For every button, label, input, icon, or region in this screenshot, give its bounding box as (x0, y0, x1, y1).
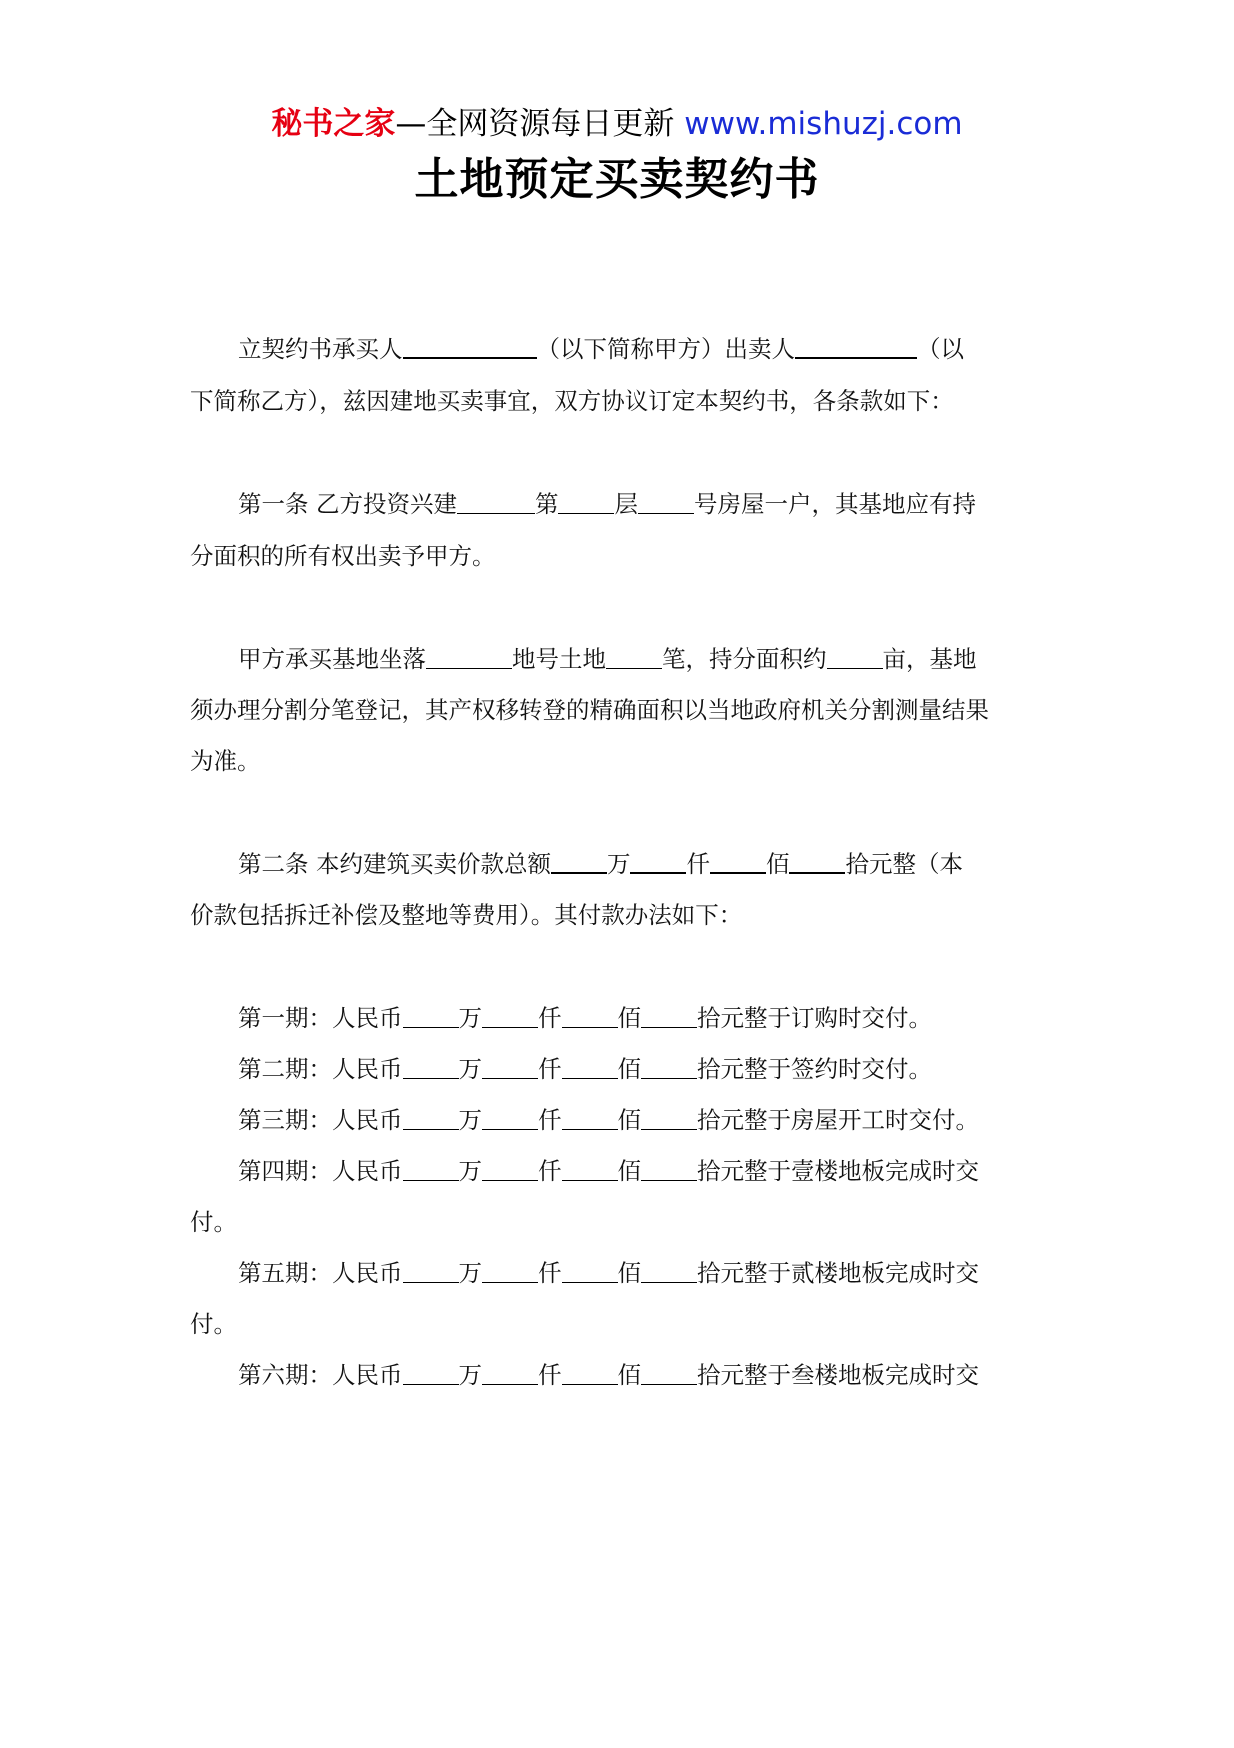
payment-bai-blank[interactable] (562, 1107, 618, 1130)
article1-text-d: 号房屋一户，其基地应有持 (693, 490, 976, 518)
price-qian-blank[interactable] (630, 850, 686, 874)
payment-label: 第一期：人民币 (238, 1004, 403, 1032)
intro-text-b: （以下简称甲方）出卖人 (536, 335, 795, 363)
payment-label: 第三期：人民币 (238, 1106, 403, 1134)
article1-text-a: 第一条 乙方投资兴建 (238, 490, 457, 518)
payment-bai-blank[interactable] (562, 1056, 618, 1079)
buyer-name-blank[interactable] (403, 335, 537, 359)
unit-qian: 仟 (538, 1106, 562, 1134)
unit-qian: 仟 (538, 1361, 562, 1389)
land-line-3: 为准。 (190, 747, 261, 775)
payment-qian-blank[interactable] (482, 1005, 538, 1028)
payment-5 (238, 1254, 979, 1288)
unit-bai: 佰 (617, 1004, 641, 1032)
article2-text-e: 拾元整（本 (845, 850, 963, 878)
payment-bai-blank[interactable] (562, 1005, 618, 1028)
payment-shi-blank[interactable] (641, 1005, 697, 1028)
unit-bai: 佰 (617, 1361, 641, 1389)
payment-tail: 拾元整于房屋开工时交付。 (697, 1106, 979, 1134)
payment-tail: 拾元整于壹楼地板完成时交 (697, 1157, 979, 1185)
payment-3 (238, 1101, 979, 1135)
payment-5-continued: 付。 (190, 1310, 237, 1338)
building-blank[interactable] (457, 491, 535, 514)
price-bai-blank[interactable] (710, 850, 766, 874)
payment-2 (238, 1050, 932, 1084)
article2-line-2: 价款包括拆迁补偿及整地等费用）。其付款办法如下： (190, 901, 743, 929)
site-url-link[interactable]: www.mishuzj.com (684, 106, 963, 142)
unit-bai: 佰 (617, 1106, 641, 1134)
price-wan-blank[interactable] (551, 850, 607, 874)
unit-wan: 万 (458, 1157, 482, 1185)
payment-label: 第五期：人民币 (238, 1259, 403, 1287)
unit-wan: 万 (458, 1259, 482, 1287)
payment-qian-blank[interactable] (482, 1107, 538, 1130)
payment-qian-blank[interactable] (482, 1260, 538, 1283)
land-text-a: 甲方承买基地坐落 (238, 645, 426, 673)
payment-label: 第六期：人民币 (238, 1361, 403, 1389)
document-title: 土地预定买卖契约书 (414, 154, 820, 205)
payment-tail: 拾元整于贰楼地板完成时交 (697, 1259, 979, 1287)
land-text-b: 地号土地 (512, 645, 606, 673)
intro-text-a: 立契约书承买人 (238, 335, 403, 363)
unit-qian: 仟 (538, 1157, 562, 1185)
area-blank[interactable] (827, 646, 883, 669)
payment-tail: 拾元整于签约时交付。 (697, 1055, 932, 1083)
article2-line-1 (238, 845, 963, 879)
unit-wan: 万 (458, 1055, 482, 1083)
land-line-1 (238, 640, 977, 674)
unit-qian: 仟 (538, 1055, 562, 1083)
payment-4 (238, 1152, 979, 1186)
header-tagline: —全网资源每日更新 (395, 106, 675, 142)
location-blank[interactable] (426, 646, 512, 669)
payment-tail: 拾元整于订购时交付。 (697, 1004, 932, 1032)
payment-wan-blank[interactable] (403, 1056, 459, 1079)
unit-bai: 佰 (617, 1259, 641, 1287)
payment-shi-blank[interactable] (641, 1107, 697, 1130)
site-header (0, 104, 1234, 144)
article1-line-2: 分面积的所有权出卖予甲方。 (190, 542, 496, 570)
seller-name-blank[interactable] (795, 335, 917, 359)
article1-line-1 (238, 485, 976, 519)
payment-wan-blank[interactable] (403, 1005, 459, 1028)
floor-blank[interactable] (558, 491, 614, 514)
article2-text-c: 仟 (686, 850, 710, 878)
price-shi-blank[interactable] (789, 850, 845, 874)
unit-qian: 仟 (538, 1259, 562, 1287)
payment-4-continued: 付。 (190, 1208, 237, 1236)
unit-qian: 仟 (538, 1004, 562, 1032)
payment-6 (238, 1356, 979, 1390)
brand-name: 秘书之家 (271, 106, 396, 142)
land-text-d: 亩，基地 (882, 645, 977, 673)
payment-shi-blank[interactable] (641, 1056, 697, 1079)
payment-bai-blank[interactable] (562, 1158, 618, 1181)
payment-bai-blank[interactable] (562, 1260, 618, 1283)
land-text-c: 笔，持分面积约 (662, 645, 827, 673)
payment-label: 第四期：人民币 (238, 1157, 403, 1185)
unit-bai: 佰 (617, 1157, 641, 1185)
payment-shi-blank[interactable] (641, 1362, 697, 1385)
payment-wan-blank[interactable] (403, 1260, 459, 1283)
article2-text-b: 万 (606, 850, 631, 878)
article2-text-a: 第二条 本约建筑买卖价款总额 (238, 850, 551, 878)
unit-wan: 万 (458, 1361, 482, 1389)
unit-bai: 佰 (617, 1055, 641, 1083)
payment-wan-blank[interactable] (403, 1107, 459, 1130)
payment-bai-blank[interactable] (562, 1362, 618, 1385)
article2-text-d: 佰 (765, 850, 790, 878)
payment-qian-blank[interactable] (482, 1056, 538, 1079)
article1-text-c: 层 (614, 490, 638, 518)
payment-1 (238, 999, 932, 1033)
parcel-count-blank[interactable] (606, 646, 662, 669)
payment-wan-blank[interactable] (403, 1158, 459, 1181)
payment-shi-blank[interactable] (641, 1260, 697, 1283)
payment-qian-blank[interactable] (482, 1362, 538, 1385)
intro-text-c: （以 (917, 335, 964, 363)
payment-wan-blank[interactable] (403, 1362, 459, 1385)
intro-line-1 (238, 330, 964, 364)
unit-wan: 万 (458, 1004, 482, 1032)
payment-tail: 拾元整于叁楼地板完成时交 (697, 1361, 979, 1389)
article1-text-b: 第 (534, 490, 559, 518)
intro-line-2: 下简称乙方），兹因建地买卖事宜，双方协议订定本契约书，各条款如下： (190, 387, 954, 415)
unit-wan: 万 (458, 1106, 482, 1134)
unit-number-blank[interactable] (638, 491, 694, 514)
payment-label: 第二期：人民币 (238, 1055, 403, 1083)
payment-qian-blank[interactable] (482, 1158, 538, 1181)
payment-shi-blank[interactable] (641, 1158, 697, 1181)
land-line-2: 须办理分割分笔登记，其产权移转登的精确面积以当地政府机关分割测量结果 (190, 696, 989, 724)
